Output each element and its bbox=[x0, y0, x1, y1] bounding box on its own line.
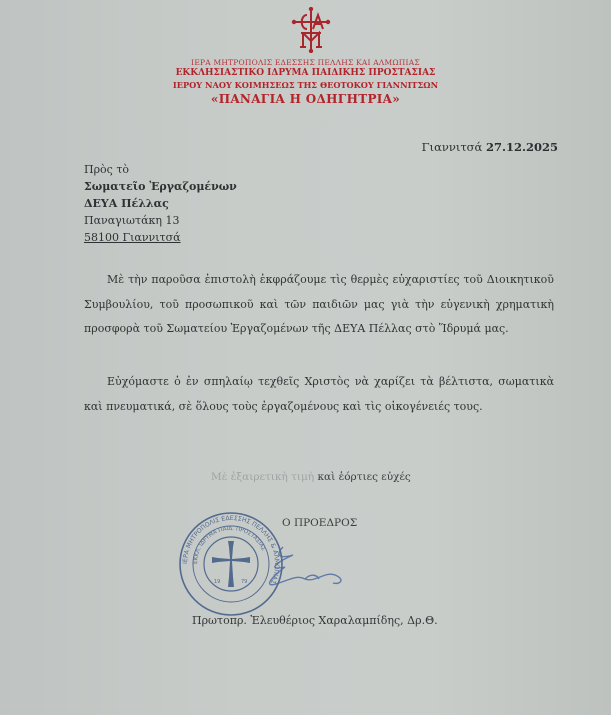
body-paragraph-2: Εὐχόμαστε ὁ ἐν σπηλαίῳ τεχθεῖς Χριστὸς νὰ χαρίζει τὰ βέλτιστα, σωματικὰ καὶ πνευματικά, σὲ ὅλους τοὺς ἐργαζομένους καὶ τὶς οἰκογένειές τους. bbox=[84, 375, 554, 413]
stamp-inner-text: ΕΚΚΛ. ΙΔΡΥΜΑ ΠΑΙΔ. ΠΡΟΣΤΑΣΙΑΣ bbox=[192, 525, 267, 565]
letterhead-institution: ΕΚΚΛΗΣΙΑΣΤΙΚΟ ΙΔΡΥΜΑ ΠΑΙΔΙΚΗΣ ΠΡΟΣΤΑΣΙΑΣ bbox=[175, 68, 436, 78]
date-value: 27.12.2025 bbox=[485, 140, 558, 154]
letterhead-church: ΙΕΡΟΥ ΝΑΟΥ ΚΟΙΜΗΣΕΩΣ ΤΗΣ ΘΕΟΤΟΚΟΥ ΓΙΑΝΝΙΤΣΩΝ bbox=[172, 80, 439, 90]
letterhead-name: «ΠΑΝΑΓΙΑ Η ΟΔΗΓΗΤΡΙΑ» bbox=[210, 92, 401, 106]
stamp-year-left: 19 bbox=[214, 579, 221, 585]
closing-faded: Μὲ ἐξαιρετικὴ τιμὴ bbox=[211, 471, 315, 483]
letterhead-metropolis: ΙΕΡΑ ΜΗΤΡΟΠΟΛΙΣ ΕΔΕΣΣΗΣ ΠΕΛΛΗΣ ΚΑΙ ΑΛΜΩΠΙΑΣ bbox=[191, 58, 420, 67]
closing-salutation bbox=[211, 471, 411, 483]
stamp-year-right: 79 bbox=[241, 579, 248, 585]
recipient-address bbox=[84, 161, 237, 246]
letter-date bbox=[422, 140, 558, 154]
closing-rest: καὶ ἑόρτιες εὐχές bbox=[314, 471, 411, 483]
date-place: Γιαννιτσά bbox=[421, 140, 483, 154]
stamp-outer-text: ΙΕΡΑ ΜΗΤΡΟΠΟΛΙΣ ΕΔΕΣΣΗΣ ΠΕΛΛΗΣ & ΑΛΜΩΠΙΑΣ bbox=[181, 514, 281, 585]
recipient-to: Πρὸς τὸ bbox=[84, 163, 130, 176]
recipient-name-line1: Σωματεῖο Ἐργαζομένων bbox=[84, 180, 237, 193]
body-paragraph-1: Μὲ τὴν παροῦσα ἐπιστολὴ ἐκφράζουμε τὶς θερμὲς εὐχαριστίες τοῦ Διοικητικοῦ Συμβουλίου, τοῦ προσωπικοῦ καὶ τῶν παιδιῶν μας γιὰ τὴν εὐγενικὴ χρηματικὴ προσφορὰ τοῦ Σωματείου Ἐργαζομένων τῆς ΔΕΥΑ Πέλλας στὸ Ἵδρυμά μας. bbox=[84, 273, 554, 335]
signer-name: Πρωτοπρ. Ἐλευθέριος Χαραλαμπίδης, Δρ.Θ. bbox=[192, 614, 438, 627]
recipient-street: Παναγιωτάκη 13 bbox=[84, 214, 180, 227]
recipient-name-line2: ΔΕΥΑ Πέλλας bbox=[84, 197, 169, 210]
signature-title: Ο ΠΡΟΕΔΡΟΣ bbox=[282, 517, 358, 529]
recipient-city: 58100 Γιαννιτσά bbox=[84, 231, 181, 244]
monogram-cross-emblem-icon bbox=[291, 7, 331, 53]
handwritten-signature bbox=[245, 545, 355, 595]
